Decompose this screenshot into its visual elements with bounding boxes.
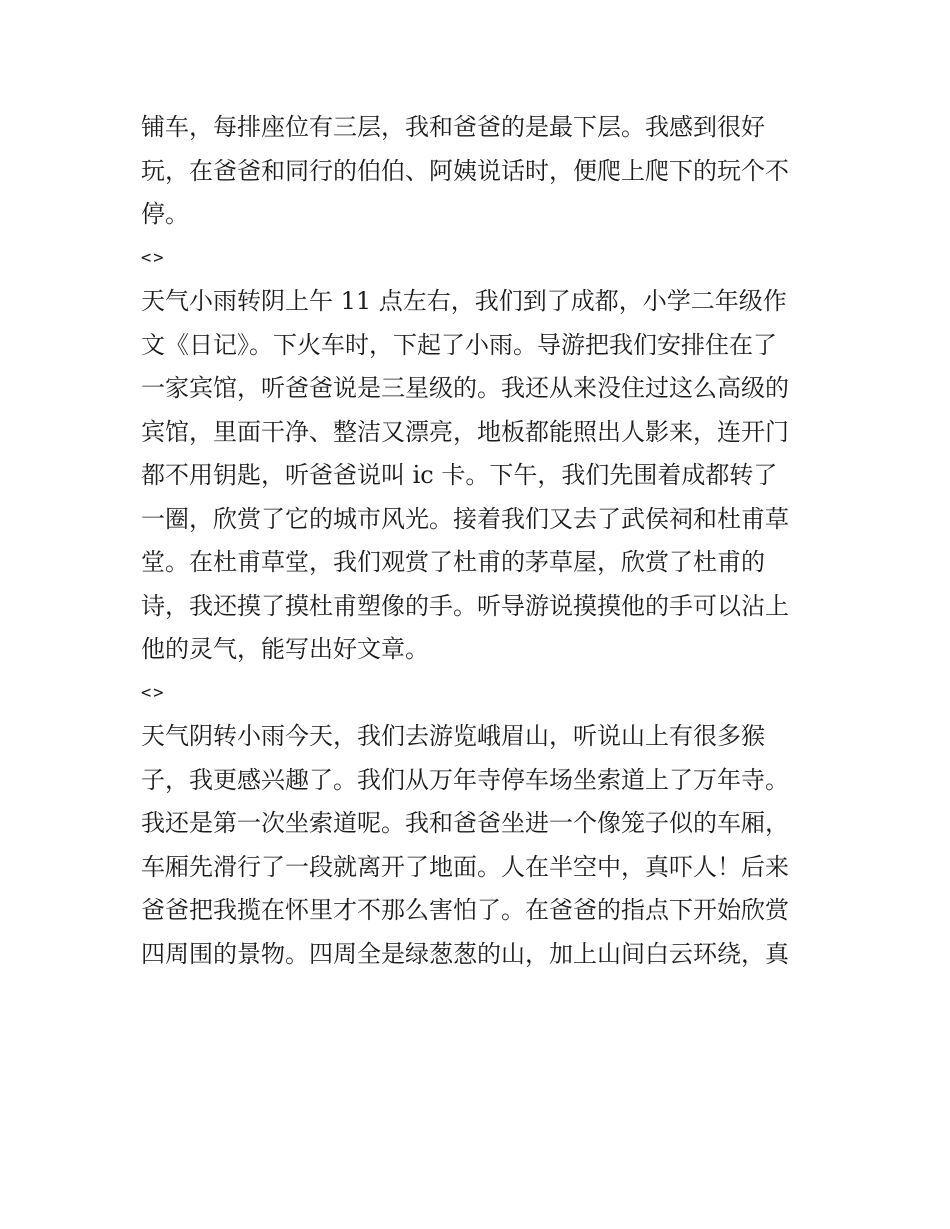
text-line: 天气阴转小雨今天，我们去游览峨眉山，听说山上有很多猴 xyxy=(141,722,765,750)
document-body xyxy=(141,106,813,976)
text-line: 车厢先滑行了一段就离开了地面。人在半空中，真吓人！后来 xyxy=(141,852,789,881)
text-line: 铺车，每排座位有三层，我和爸爸的是最下层。我感到很好 xyxy=(141,113,765,141)
text-line: 爸爸把我揽在怀里才不那么害怕了。在爸爸的指点下开始欣赏 xyxy=(141,896,789,924)
text-line: 文《日记》。下火车时，下起了小雨。导游把我们安排住在了 xyxy=(141,330,777,359)
section-separator: <> xyxy=(141,247,166,268)
text-line: 玩，在爸爸和同行的伯伯、阿姨说话时，便爬上爬下的玩个不 xyxy=(141,156,789,185)
text-line: 四周围的景物。四周全是绿葱葱的山，加上山间白云环绕，真 xyxy=(141,939,789,968)
text-line: 子，我更感兴趣了。我们从万年寺停车场坐索道上了万年寺。 xyxy=(141,765,789,794)
text-line: 我还是第一次坐索道呢。我和爸爸坐进一个像笼子似的车厢， xyxy=(141,809,789,837)
text-line: 一家宾馆，听爸爸说是三星级的。我还从来没住过这么高级的 xyxy=(141,374,789,402)
section-separator: <> xyxy=(141,682,166,703)
text-line: 一圈，欣赏了它的城市风光。接着我们又去了武侯祠和杜甫草 xyxy=(141,504,789,533)
text-line: 宾馆，里面干净、整洁又漂亮，地板都能照出人影来，连开门 xyxy=(141,417,789,446)
text-line: 都不用钥匙，听爸爸说叫 ic 卡。下午，我们先围着成都转了 xyxy=(141,461,778,489)
text-line: 天气小雨转阴上午 11 点左右，我们到了成都，小学二年级作 xyxy=(141,287,787,315)
text-line: 诗，我还摸了摸杜甫塑像的手。听导游说摸摸他的手可以沾上 xyxy=(141,591,789,620)
text-line: 停。 xyxy=(141,200,189,228)
text-line: 他的灵气，能写出好文章。 xyxy=(141,635,429,663)
text-line: 堂。在杜甫草堂，我们观赏了杜甫的茅草屋，欣赏了杜甫的 xyxy=(141,548,765,576)
